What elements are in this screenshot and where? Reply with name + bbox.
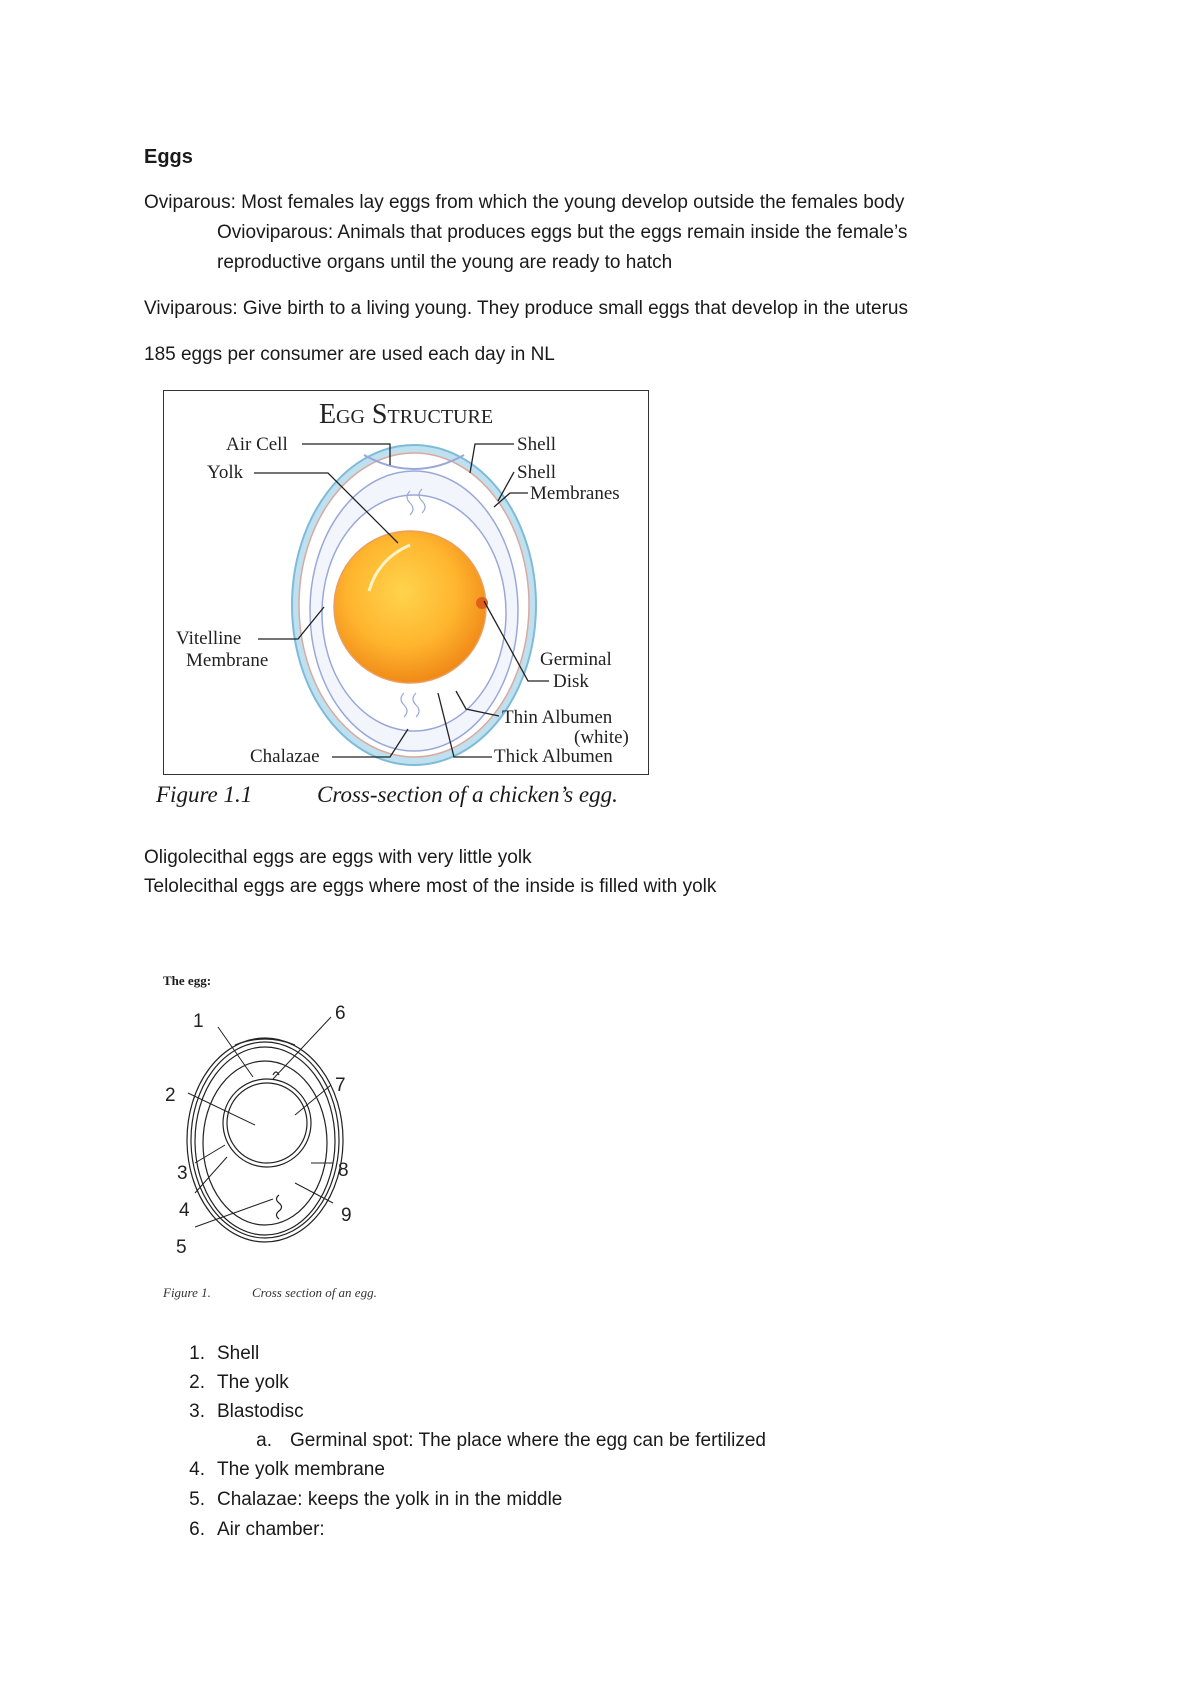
yolk-shape [334,531,486,683]
page-heading: Eggs [144,146,193,168]
leader-5 [195,1199,273,1227]
albumen-line [203,1061,327,1225]
list-item-number: 3. [189,1401,205,1422]
list-subitem-letter: a. [256,1430,272,1451]
label-thin-albumen-1: Thin Albumen [502,707,613,728]
list-item-number: 6. [189,1519,205,1540]
list-item-number: 1. [189,1343,205,1364]
list-item-number: 2. [189,1372,205,1393]
label-germinal-2: Disk [553,671,589,692]
leader-3 [195,1145,225,1163]
leader-1 [218,1027,253,1077]
list-item: Blastodisc [217,1401,304,1422]
leader-2 [188,1093,255,1125]
figure-2-caption-text: Cross section of an egg. [252,1285,377,1300]
figure-1-caption-label: Figure 1.1 [156,782,253,807]
oviparous-term: Oviparous: [144,192,236,213]
oligolecithal-definition: Oligolecithal eggs are eggs with very little yolk [144,847,532,868]
diagram-number-9: 9 [341,1205,352,1226]
ovoviparous-line-2: reproductive organs until the young are ready to hatch [217,252,673,273]
list-item-number: 4. [189,1459,205,1480]
diagram-number-2: 2 [165,1085,176,1106]
list-item: Shell [217,1343,260,1364]
diagram-number-6: 6 [335,1003,346,1024]
label-thick-albumen: Thick Albumen [494,746,613,767]
shell-line-2 [191,1042,339,1238]
label-germinal-1: Germinal [540,649,612,670]
telolecithal-definition: Telolecithal eggs are eggs where most of the inside is filled with yolk [144,876,717,897]
diagram-number-1: 1 [193,1011,204,1032]
oviparous-text: Most females lay eggs from which the young develop outside the females body [235,192,905,213]
diagram-number-8: 8 [338,1160,349,1181]
list-item: Chalazae: keeps the yolk in in the middle [217,1489,563,1510]
diagram-number-7: 7 [335,1075,346,1096]
label-air-cell: Air Cell [226,434,288,455]
viviparous-definition: Viviparous: Give birth to a living young. They produce small eggs that develop in the uterus [144,298,908,319]
egg-consumption-stat: 185 eggs per consumer are used each day in NL [144,344,555,365]
label-shell-membranes-1: Shell [517,462,557,483]
egg-cross-section-figure [155,965,415,1305]
label-shell: Shell [517,434,557,455]
shell-line-3 [195,1047,335,1235]
diagram-number-5: 5 [176,1237,187,1258]
outer-shell-line [187,1038,343,1242]
egg-cross-section-diagram [155,965,415,1305]
yolk-circle [223,1079,311,1167]
label-vitelline-2: Membrane [186,650,269,671]
list-item: The yolk [217,1372,289,1393]
label-chalazae: Chalazae [250,746,320,767]
egg-structure-diagram [164,391,648,774]
label-thin-albumen-2: (white) [574,727,629,748]
egg-structure-title: Egg Structure [318,399,494,430]
label-vitelline-1: Vitelline [176,628,242,649]
leader-6 [273,1017,331,1079]
figure-1-caption-text: Cross-section of a chicken’s egg. [317,782,618,807]
list-item: Air chamber: [217,1519,325,1540]
figure-2-caption-label: Figure 1. [163,1285,211,1300]
yolk-membrane-circle [227,1083,307,1163]
label-yolk: Yolk [207,462,244,483]
label-shell-membranes-2: Membranes [530,483,620,504]
list-subitem: Germinal spot: The place where the egg can be fertilized [290,1430,766,1451]
oviparous-definition [144,191,904,215]
diagram-number-3: 3 [177,1163,188,1184]
chalaza-squiggle [277,1195,282,1219]
germinal-disk-shape [476,597,488,609]
egg-structure-figure [163,390,649,775]
list-item-number: 5. [189,1489,205,1510]
egg-figure-title: The egg: [163,973,212,988]
list-item: The yolk membrane [217,1459,385,1480]
ovoviparous-line-1: Ovioviparous: Animals that produces eggs but the eggs remain inside the female’s [217,222,908,243]
diagram-number-4: 4 [179,1200,190,1221]
